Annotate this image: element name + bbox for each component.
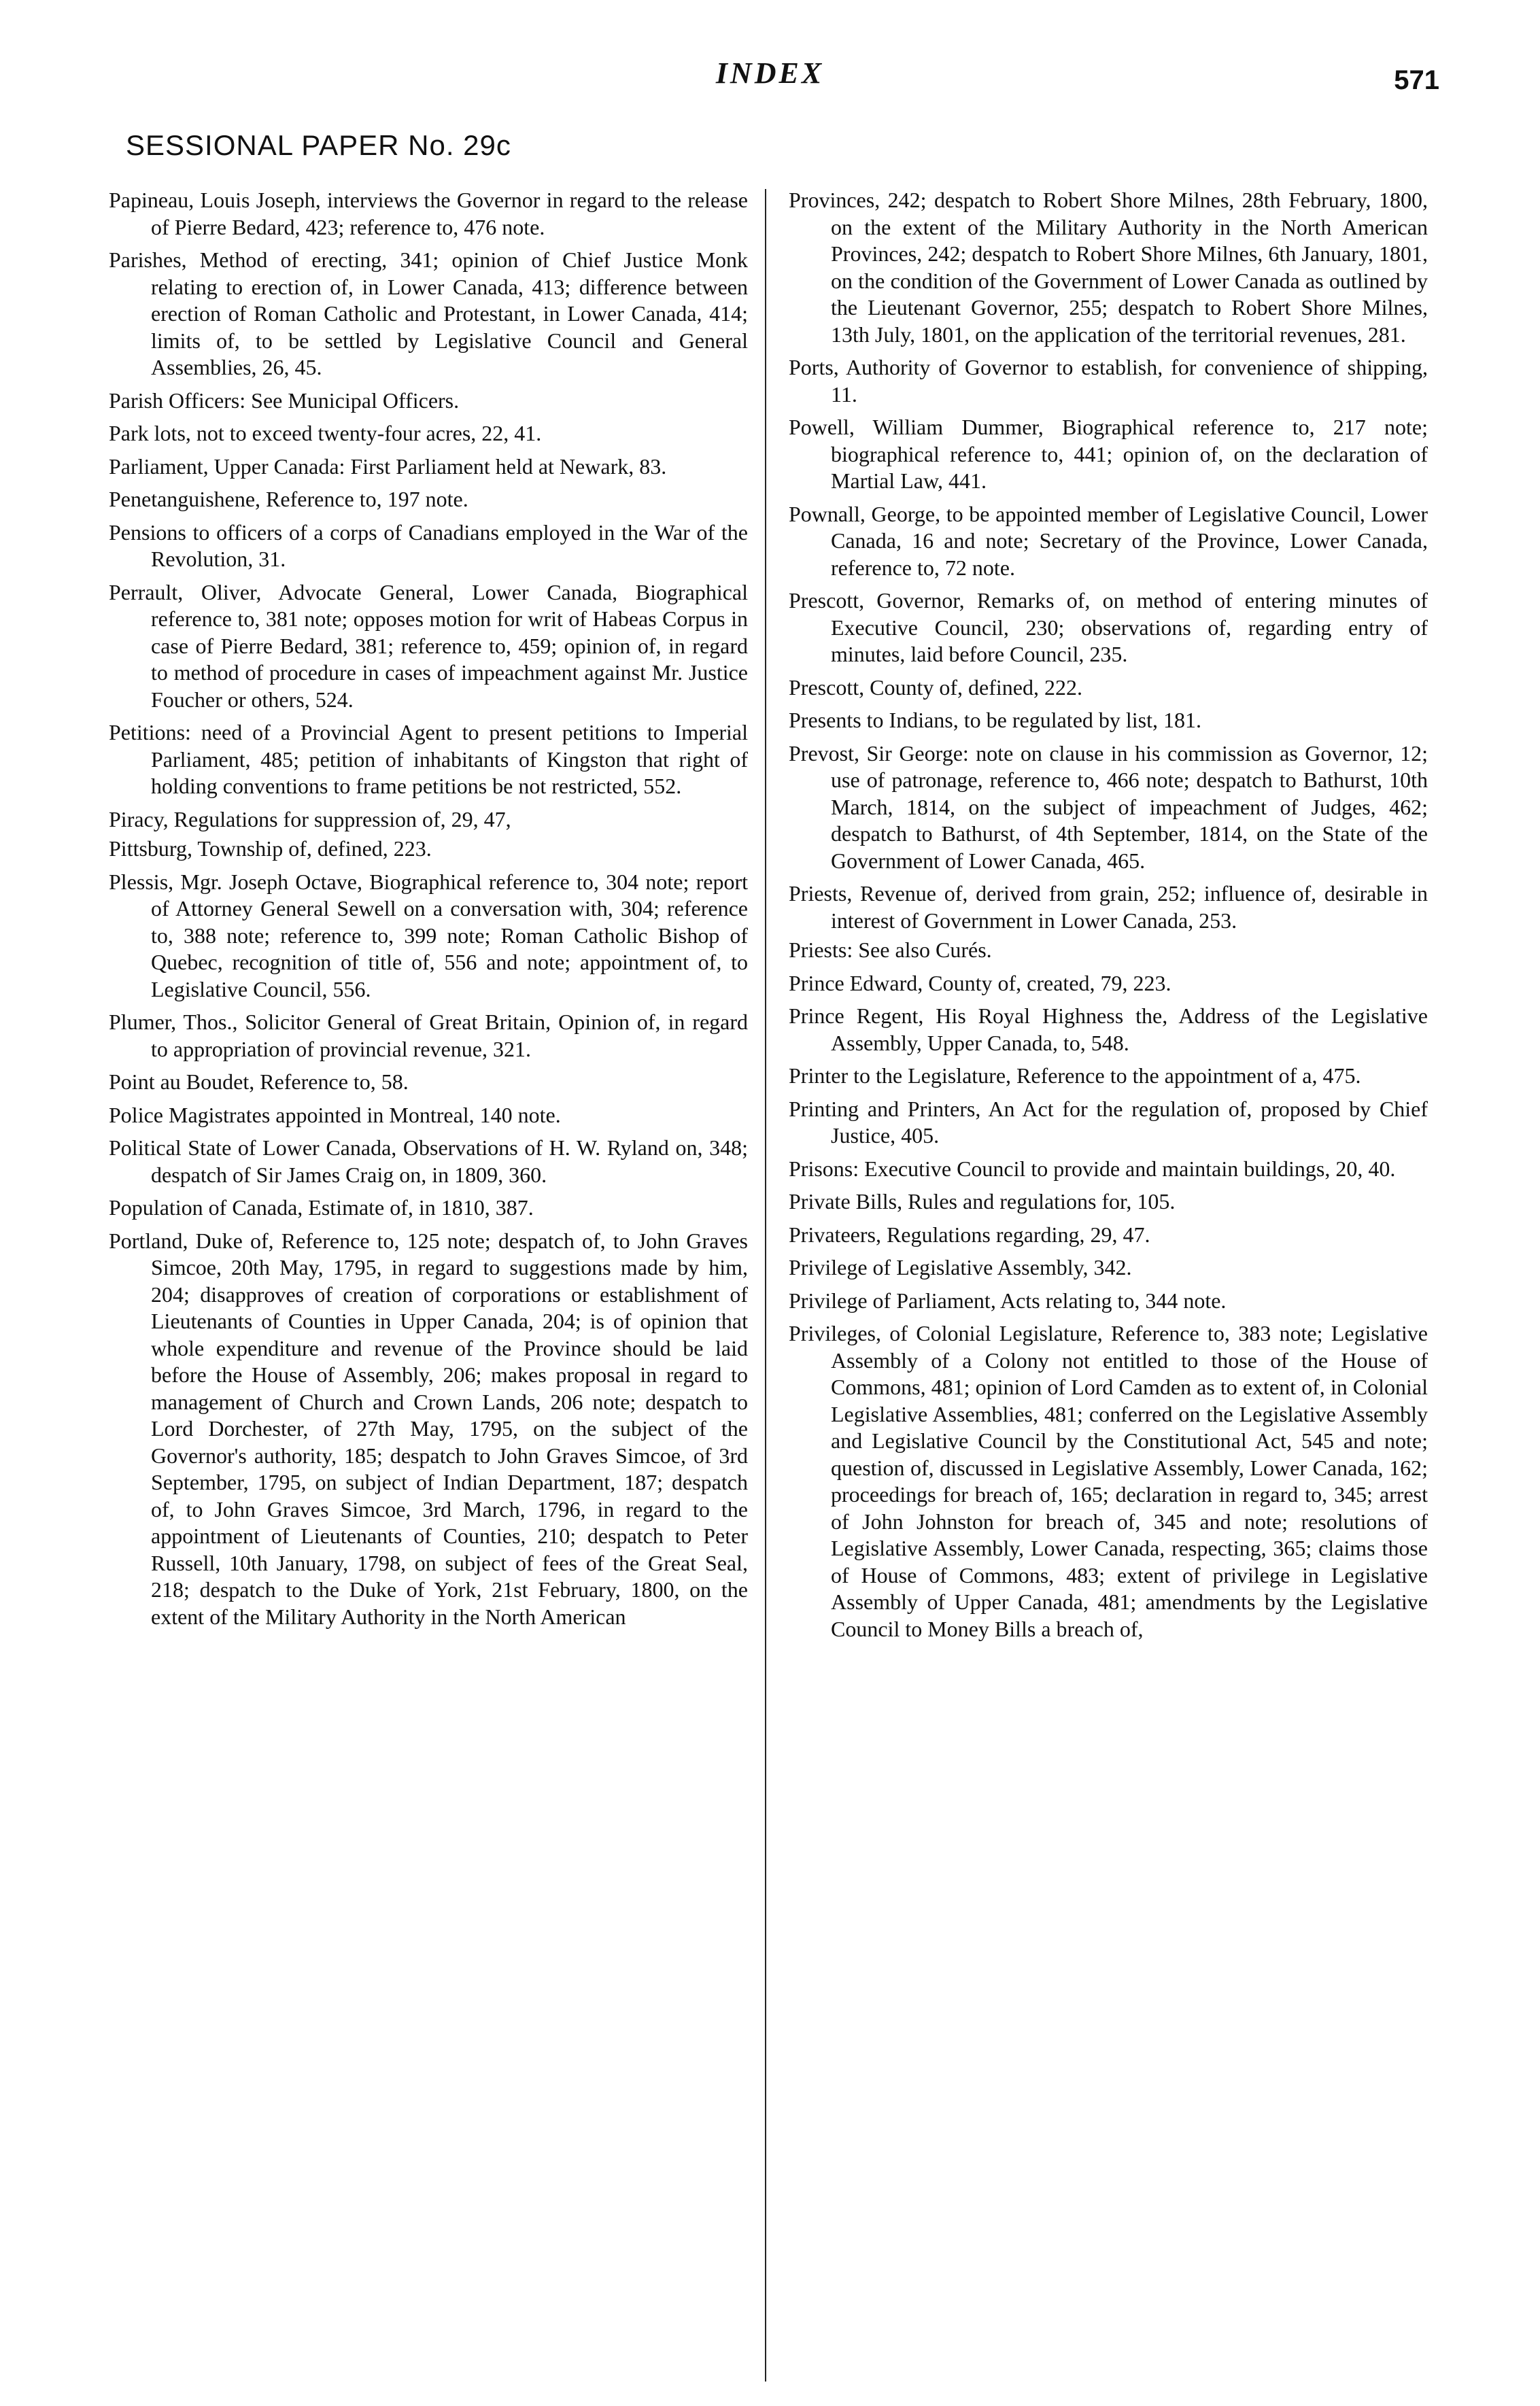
- index-entry: Privateers, Regulations regarding, 29, 47.: [789, 1222, 1150, 1247]
- sessional-paper-label: SESSIONAL PAPER No. 29c: [126, 129, 511, 161]
- index-entry: Penetanguishene, Reference to, 197 note.: [109, 487, 468, 511]
- index-entry: Parliament, Upper Canada: First Parliament held at Newark, 83.: [109, 453, 667, 479]
- index-entry: Parishes, Method of erecting, 341; opinion of Chief Justice Monk relating to erection of, in Lower Canada, 413; difference between erection of Roman Catholic and Protestant, in Lower Canada, 414; limits of, to be settled by Legislative Council and General Assemblies, 26, 45.: [109, 247, 748, 379]
- index-entry: Plumer, Thos., Solicitor General of Great Britain, Opinion of, in regard to appropriation of provincial revenue, 321.: [109, 1010, 748, 1061]
- index-column-right: [789, 187, 1428, 2383]
- column-divider: [765, 189, 766, 2382]
- running-title: INDEX: [715, 56, 825, 90]
- index-entry: Printing and Printers, An Act for the regulation of, proposed by Chief Justice, 405.: [789, 1096, 1428, 1148]
- page-number: 571: [1394, 65, 1439, 95]
- index-entry: Prince Regent, His Royal Highness the, Address of the Legislative Assembly, Upper Canada, to, 548.: [789, 1003, 1428, 1055]
- index-entry: Pittsburg, Township of, defined, 223.: [109, 836, 432, 861]
- index-entry: Piracy, Regulations for suppression of, 29, 47,: [109, 806, 511, 831]
- index-entry: Prescott, Governor, Remarks of, on method of entering minutes of Executive Council, 230; observations of, regarding entry of minutes, laid before Council, 235.: [789, 588, 1428, 666]
- index-entry: Presents to Indians, to be regulated by list, 181.: [789, 708, 1202, 732]
- index-entry: Priests, Revenue of, derived from grain, 252; influence of, desirable in interest of Government in Lower Canada, 253.: [789, 881, 1428, 933]
- index-column-left: [109, 187, 748, 2383]
- index-entry: Printer to the Legislature, Reference to the appointment of a, 475.: [789, 1063, 1361, 1088]
- index-entry: Petitions: need of a Provincial Agent to present petitions to Imperial Parliament, 485; petition of inhabitants of Kingston that right of holding conventions to frame petitions be not restricted, 552.: [109, 720, 748, 798]
- index-entry: Portland, Duke of, Reference to, 125 note; despatch of, to John Graves Simcoe, 20th May, 1795, in regard to suggestions made by him, 204; disapproves of creation of corporations or establishment of Lieutenants of Counties in Upper Canada, 204; is of opinion that whole expenditure and revenue of the Province should be laid before the House of Assembly, 206; makes proposal in regard to management of Church and Crown Lands, 206 note; despatch to Lord Dorchester, of 27th May, 1795, on the subject of the Governor's authority, 185; despatch to John Graves Simcoe, of 3rd September, 1795, on subject of Indian Department, 187; despatch of, to John Graves Simcoe, 3rd March, 1796, in regard to the appointment of Lieutenants of Counties, 210; despatch to Peter Russell, 10th January, 1798, on subject of fees of the Great Seal, 218; despatch to the Duke of York, 21st February, 1800, on the extent of the Military Authority in the North American: [109, 1228, 748, 1629]
- index-entry: Privilege of Parliament, Acts relating to, 344 note.: [789, 1288, 1227, 1313]
- index-entry: Prevost, Sir George: note on clause in his commission as Governor, 12; use of patronage, reference to, 466 note; despatch to Bathurst, 10th March, 1814, on the subject of impeachment of Judges, 462; despatch to Bathurst, of 4th September, 1814, on the State of the Government of Lower Canada, 465.: [789, 740, 1428, 873]
- index-entry-continuation: Provinces, 242; despatch to Robert Shore Milnes, 28th February, 1800, on the extent of the Military Authority in the North American Provinces, 242; despatch to Robert Shore Milnes, 6th January, 1801, on the condition of the Government of Lower Canada as outlined by the Lieutenant Governor, 255; despatch to Robert Shore Milnes, 13th July, 1801, on the application of the territorial revenues, 281.: [789, 188, 1428, 347]
- index-entry: Pensions to officers of a corps of Canadians employed in the War of the Revolution, 31.: [109, 519, 748, 571]
- index-entry: Papineau, Louis Joseph, interviews the Governor in regard to the release of Pierre Bedard, 423; reference to, 476 note.: [109, 188, 748, 239]
- index-entry: Park lots, not to exceed twenty-four acres, 22, 41.: [109, 421, 542, 445]
- index-entry: Point au Boudet, Reference to, 58.: [109, 1069, 409, 1094]
- index-entry: Prisons: Executive Council to provide and maintain buildings, 20, 40.: [789, 1156, 1396, 1181]
- index-entry: Privileges, of Colonial Legislature, Reference to, 383 note; Legislative Assembly of a Colony not entitled to those of the House of Commons, 481; opinion of Lord Camden as to extent of, in Colonial Legislative Assemblies, 481; conferred on the Legislative Assembly and Legislative Council by the Constitutional Act, 545 and note; question of, discussed in Legislative Assembly, Lower Canada, 162; proceedings for breach of, 165; declaration in regard to, 345; arrest of John Johnston for breach of, 345 and note; resolutions of Legislative Assembly, Lower Canada, respecting, 365; claims those of House of Commons, 483; extent of privilege in Legislative Assembly of Upper Canada, 481; amendments by the Legislative Council to Money Bills a breach of,: [789, 1321, 1428, 1641]
- index-entry: Prince Edward, County of, created, 79, 223.: [789, 970, 1171, 995]
- index-entry: Ports, Authority of Governor to establish, for convenience of shipping, 11.: [789, 355, 1428, 407]
- index-entry: Pownall, George, to be appointed member of Legislative Council, Lower Canada, 16 and note; Secretary of the Province, Lower Canada, reference to, 72 note.: [789, 501, 1428, 580]
- index-entry: Privilege of Legislative Assembly, 342.: [789, 1255, 1132, 1279]
- index-entry: Prescott, County of, defined, 222.: [789, 674, 1082, 700]
- index-entry: Plessis, Mgr. Joseph Octave, Biographical reference to, 304 note; report of Attorney General Sewell on a conversation with, 304; reference to, 388 note; reference to, 399 note; Roman Catholic Bishop of Quebec, recognition of title of, 556 and note; appointment of, to Legislative Council, 556.: [109, 869, 748, 1001]
- index-entry: Private Bills, Rules and regulations for, 105.: [789, 1189, 1176, 1214]
- index-entry: Political State of Lower Canada, Observations of H. W. Ryland on, 348; despatch of Sir James Craig on, in 1809, 360.: [109, 1135, 748, 1187]
- index-entry: Population of Canada, Estimate of, in 1810, 387.: [109, 1195, 534, 1220]
- index-entry: Priests: See also Curés.: [789, 938, 992, 962]
- index-entry: Perrault, Oliver, Advocate General, Lower Canada, Biographical reference to, 381 note; opposes motion for writ of Habeas Corpus in case of Pierre Bedard, 381; reference to, 459; opinion of, in regard to method of procedure in cases of impeachment against Mr. Justice Foucher or others, 524.: [109, 579, 748, 712]
- index-entry: Powell, William Dummer, Biographical reference to, 217 note; biographical reference to, 441; opinion of, on the declaration of Martial Law, 441.: [789, 415, 1428, 493]
- index-entry: Parish Officers: See Municipal Officers.: [109, 388, 460, 413]
- index-entry: Police Magistrates appointed in Montreal, 140 note.: [109, 1102, 561, 1127]
